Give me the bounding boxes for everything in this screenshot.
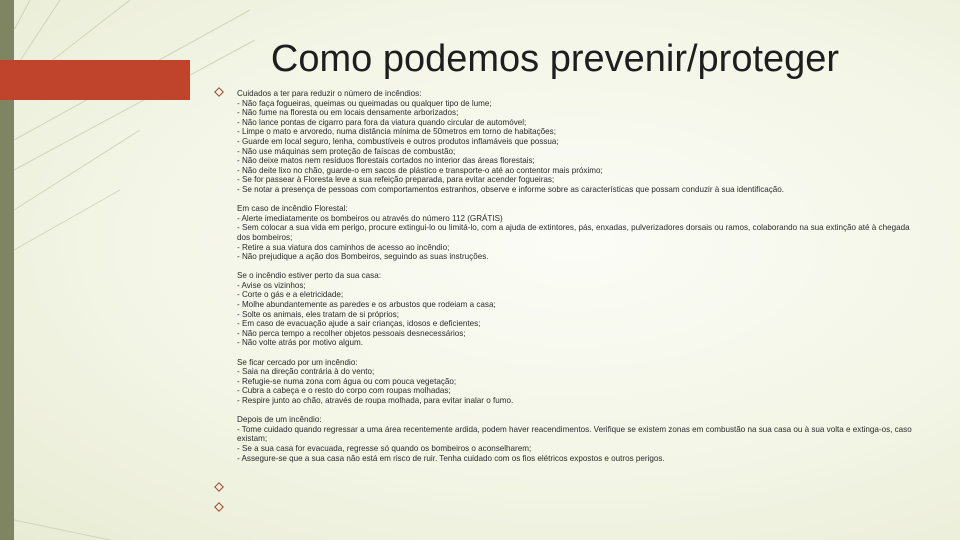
list-item: - Assegure-se que a sua casa não está em risco de ruir. Tenha cuidado com os fios elétricos expostos e outros perigos. <box>237 453 665 463</box>
list-item: - Tome cuidado quando regressar a uma área recentemente ardida, podem haver reacendimentos. Verifique se existem zonas em combustão na sua casa ou à sua volta e extinga-os, caso existam; <box>237 424 912 444</box>
list-item: - Não use máquinas sem proteção de faíscas de combustão; <box>237 146 456 156</box>
list-item: - Sem colocar a sua vida em perigo, procure extingui-lo ou limitá-lo, com a ajuda de extintores, pás, enxadas, pulverizadores dorsais ou ramos, colaborando na sua extinção até à chegada dos bombeiros; <box>237 223 910 242</box>
diamond-bullet-icon <box>214 87 224 97</box>
list-item: - Não volte atrás por motivo algum. <box>237 338 363 348</box>
accent-red-bar <box>0 60 190 100</box>
list-item: - Guarde em local seguro, lenha, combustíveis e outros produtos inflamáveis que possua; <box>237 136 559 146</box>
diamond-bullet-icon <box>214 482 224 492</box>
list-item: - Se notar a presença de pessoas com comportamentos estranhos, observe e informe sobre as características que possam conduzir à sua identificação. <box>237 184 785 194</box>
section-heading: Se o incêndio estiver perto da sua casa: <box>237 271 381 281</box>
section-fire-near-home <box>237 271 915 348</box>
list-item: - Se for passear à Floresta leve a sua refeição preparada, para evitar acender fogueiras; <box>237 175 555 185</box>
list-item: - Não deite lixo no chão, guarde-o em sacos de plástico e transporte-o até ao contentor mais próximo; <box>237 165 603 175</box>
list-item: - Se a sua casa for evacuada, regresse só quando os bombeiros o aconselharem; <box>237 443 532 453</box>
list-item: - Cubra a cabeça e o resto do corpo com roupas molhadas; <box>237 386 451 396</box>
list-item: - Não perca tempo a recolher objetos pessoais desnecessários; <box>237 328 466 338</box>
section-after-fire <box>237 415 915 463</box>
list-item: - Não deixe matos nem resíduos florestais cortados no interior das áreas florestais; <box>237 156 535 166</box>
list-item: - Não fume na floresta ou em locais densamente arborizados; <box>237 108 459 118</box>
section-heading: Depois de um incêndio: <box>237 415 322 425</box>
list-item: - Não lance pontas de cigarro para fora da viatura quando circular de automóvel; <box>237 117 527 127</box>
slide-title: Como podemos prevenir/proteger <box>270 38 840 80</box>
list-item: - Não faça fogueiras, queimas ou queimadas ou qualquer tipo de lume; <box>237 98 492 108</box>
slide-body <box>237 89 915 473</box>
list-item: - Respire junto ao chão, através de roupa molhada, para evitar inalar o fumo. <box>237 396 514 405</box>
list-item: - Limpe o mato e arvoredo, numa distância mínima de 50metros em torno de habitações; <box>237 127 556 137</box>
section-surrounded <box>237 358 915 406</box>
list-item: - Saia na direção contrária à do vento; <box>237 367 375 377</box>
section-heading: Em caso de incêndio Florestal: <box>237 204 348 214</box>
diamond-bullet-icon <box>214 502 224 512</box>
list-item: - Retire a sua viatura dos caminhos de acesso ao incêndio; <box>237 242 450 252</box>
section-prevention <box>237 89 915 195</box>
list-item: - Não prejudique a ação dos Bombeiros, seguindo as suas instruções. <box>237 252 489 262</box>
list-item: - Corte o gás e a eletricidade; <box>237 290 344 300</box>
list-item: - Refugie-se numa zona com água ou com pouca vegetação; <box>237 376 457 386</box>
section-heading: Cuidados a ter para reduzir o número de incêndios: <box>237 89 422 98</box>
section-heading: Se ficar cercado por um incêndio: <box>237 357 358 367</box>
list-item: - Alerte imediatamente os bombeiros ou através do número 112 (GRÁTIS) <box>237 213 503 223</box>
list-item: - Solte os animais, eles tratam de si próprios; <box>237 309 399 319</box>
list-item: - Molhe abundantemente as paredes e os arbustos que rodeiam a casa; <box>237 300 496 310</box>
section-forest-fire <box>237 204 915 262</box>
list-item: - Avise os vizinhos; <box>237 280 306 290</box>
list-item: - Em caso de evacuação ajude a sair crianças, idosos e deficientes; <box>237 319 481 329</box>
